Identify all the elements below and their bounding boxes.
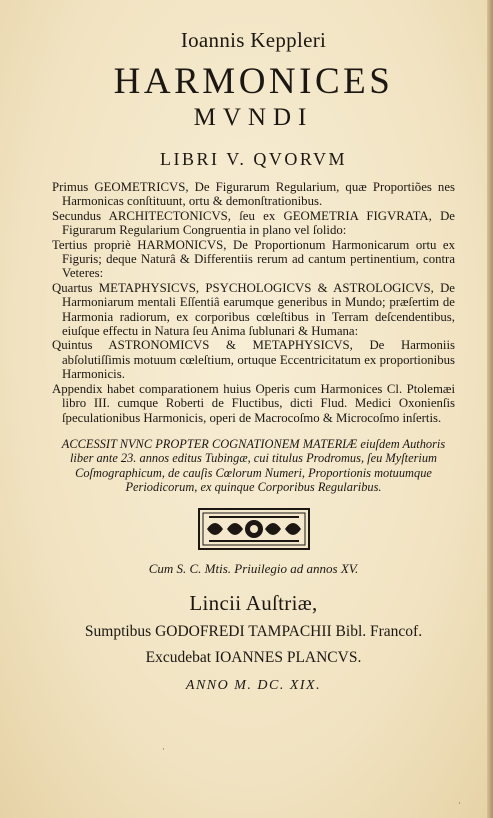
- author-line: Ioannis Keppleri: [180, 28, 327, 52]
- book-2-description: Secundus ARCHITECTONICVS, ſeu ex GEOMETRIA FIGVRATA, De Figurarum Regularium Congruentia in plano vel ſolido:: [52, 208, 455, 238]
- libri-heading: LIBRI V. QVORVM: [160, 149, 347, 169]
- imprint-printer: Excudebat IOANNES PLANCVS.: [145, 648, 362, 666]
- book-4-description: Quartus METAPHYSICVS, PSYCHOLOGICVS & ASTROLOGICVS, De Harmoniarum mentali Eſſentiâ earumque generibus in Mundo; præſertim de Harmonia radiorum, ex corporibus cœleſtibus in Terram deſcendentibus, eiuſque effectu in Natura ſeu Anima ſublunari & Humana:: [52, 280, 455, 339]
- paper-speck: ·: [162, 744, 165, 754]
- book-1-description: Primus GEOMETRICVS, De Figurarum Regularium, quæ Proportiões nes Harmonicas conſtituunt, ortu & demonſtrationibus.: [52, 180, 455, 209]
- imprint-year: ANNO M. DC. XIX.: [185, 677, 322, 693]
- sub-title: MVNDI: [193, 104, 314, 131]
- main-title: HARMONICES: [113, 61, 394, 102]
- appendix-description: Appendix habet comparationem huius Operis cum Harmonices Cl. Ptolemæi libro III. cumque Roberti de Fluctibus, dicti Flud. Medici Oxonienſis ſpeculationibus Harmonicis, operi de Macrocoſmo & Microcoſmo inſertis.: [52, 381, 455, 425]
- paper-speck: ·: [458, 798, 461, 808]
- printer-ornament-icon: [197, 507, 311, 551]
- book-5-description: Quintus ASTRONOMICVS & METAPHYSICVS, De Harmoniis abſolutiſſimis motuum cœleſtium, ortuque Eccentricitatum ex proportionibus Harmonicis.: [52, 338, 455, 382]
- privilege-line: Cum S. C. Mtis. Priuilegio ad annos XV.: [148, 560, 359, 576]
- books-list: [52, 180, 455, 425]
- accessit-paragraph: ACCESSIT NVNC PROPTER COGNATIONEM MATERIÆ eiuſdem Authoris liber ante 23. annos editus Tubingæ, cui titulus Prodromus, ſeu Myſterium Coſmographicum, de cauſis Cœlorum Numeri, Proportionis motuumque Periodicorum, ex quinque Corporibus Regularibus.: [61, 436, 446, 495]
- imprint-city: Lincii Auſtriæ,: [189, 590, 318, 615]
- book-3-description: Tertius propriè HARMONICVS, De Proportionum Harmonicarum ortu ex Figuris; deque Naturâ & Differentiis rerum ad cantum pertinentium, contra Veteres:: [52, 237, 455, 281]
- imprint-publisher: Sumptibus GODOFREDI TAMPACHII Bibl. Francof.: [84, 622, 423, 640]
